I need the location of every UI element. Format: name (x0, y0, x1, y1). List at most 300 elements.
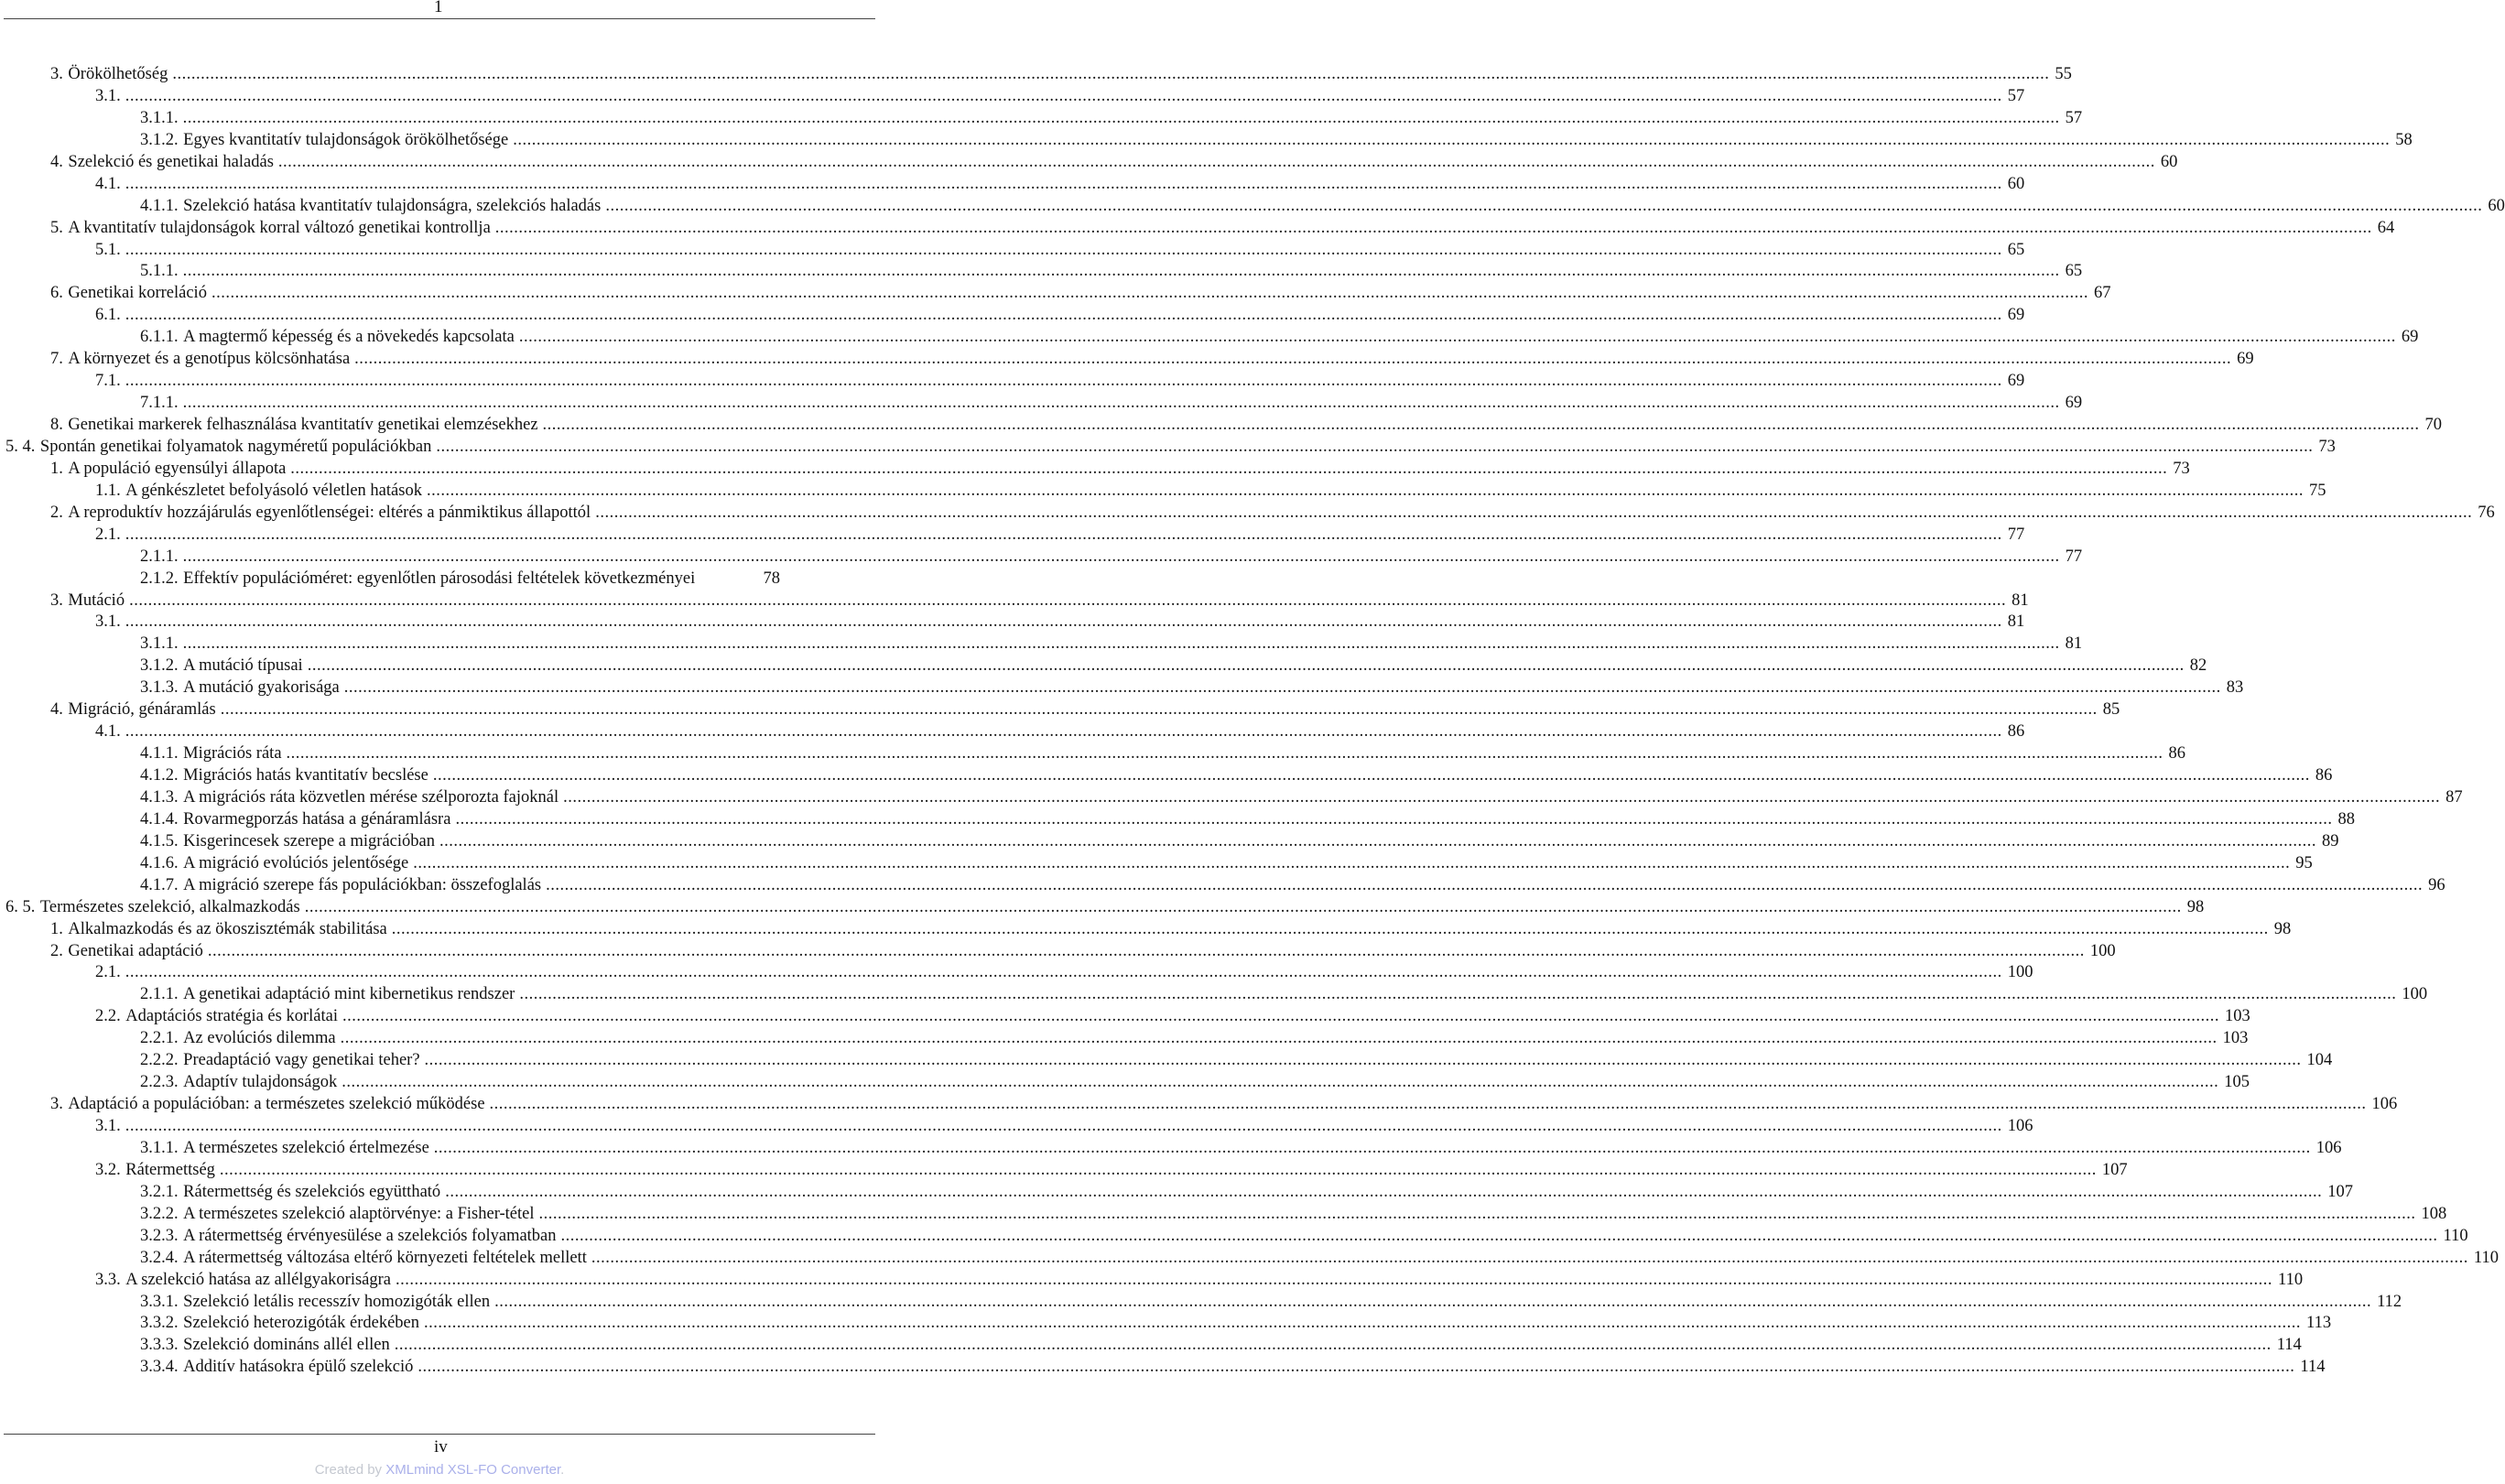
toc-entry-label (5, 897, 300, 919)
toc-entry[interactable] (0, 481, 2326, 503)
toc-leader-dots: ................................................................................................................................................................................................................................................................................................................................................................................................................ (286, 744, 2163, 764)
toc-entry-label (140, 261, 179, 283)
toc-entry-title: Mutáció (68, 590, 125, 610)
toc-entry[interactable] (0, 699, 2120, 721)
toc-entry-label (95, 612, 121, 634)
toc-entry-number: 4. (50, 700, 63, 720)
toc-leader-dots: ................................................................................................................................................................................................................................................................................................................................................................................................................ (542, 416, 2420, 434)
toc-entry-title: Szelekció domináns allél ellen (183, 1336, 390, 1355)
toc-entry[interactable] (0, 218, 2395, 240)
toc-entry-number: 3.3.2. (140, 1314, 179, 1333)
toc-entry-title: Az evolúciós dilemma (183, 1029, 336, 1048)
toc-entry-number: 7. (50, 350, 63, 369)
toc-entry-label (140, 831, 435, 853)
toc-entry-label (50, 919, 387, 941)
toc-entry[interactable] (0, 459, 2190, 481)
toc-entry-page: 89 (2321, 831, 2339, 850)
toc-leader-dots: ................................................................................................................................................................................................................................................................................................................................................................................................................ (396, 1270, 2272, 1289)
toc-leader-dots: ................................................................................................................................................................................................................................................................................................................................................................................................................ (445, 1182, 2323, 1201)
toc-entry-label (140, 677, 340, 699)
toc-entry-label (140, 1204, 535, 1226)
header-rule (4, 18, 875, 19)
toc-leader-dots: ................................................................................................................................................................................................................................................................................................................................................................................................................ (182, 394, 2060, 413)
toc-entry-title: Szelekció hatása kvantitatív tulajdonságra, szelekciós haladás (183, 196, 602, 215)
toc-entry-title: Örökölhetőség (68, 65, 168, 83)
toc-entry-title: Kisgerincesek szerepe a migrációban (183, 831, 435, 850)
toc-entry-page: 82 (2189, 656, 2207, 676)
toc-leader-dots: ................................................................................................................................................................................................................................................................................................................................................................................................................ (182, 108, 2060, 127)
toc-entry-number: 5. 4. (5, 437, 36, 456)
toc-entry-page: 60 (2160, 152, 2178, 171)
toc-entry-title: Szelekció letális recesszív homozigóták ellen (183, 1292, 491, 1311)
toc-entry-title: A rátermettség változása eltérő környezeti feltételek mellett (183, 1248, 587, 1267)
toc-entry-number: 3.1.3. (140, 678, 179, 698)
toc-entry-page: 110 (2473, 1248, 2499, 1267)
toc-entry-number: 2.1.1. (140, 547, 179, 566)
toc-entry-page: 76 (2478, 503, 2495, 522)
toc-leader-dots: ................................................................................................................................................................................................................................................................................................................................................................................................................ (518, 328, 2396, 347)
toc-entry-page: 107 (2327, 1182, 2353, 1201)
toc-entry[interactable] (0, 437, 2336, 459)
toc-leader-dots: ................................................................................................................................................................................................................................................................................................................................................................................................................ (513, 130, 2391, 149)
toc-entry-number: 3.1. (95, 86, 121, 105)
toc-entry-page: 108 (2421, 1204, 2447, 1223)
toc-entry-label (140, 1050, 420, 1072)
toc-entry-number: 2.2. (95, 1007, 121, 1026)
toc-leader-dots: ................................................................................................................................................................................................................................................................................................................................................................................................................ (182, 634, 2060, 654)
toc-entry-label (140, 1313, 419, 1335)
toc-leader-dots: ................................................................................................................................................................................................................................................................................................................................................................................................................ (426, 481, 2304, 500)
toc-entry[interactable] (0, 86, 2025, 108)
toc-leader-dots: ................................................................................................................................................................................................................................................................................................................................................................................................................ (220, 700, 2098, 720)
toc-entry[interactable] (0, 875, 2445, 897)
toc-entry-title: Adaptív tulajdonságok (183, 1073, 338, 1092)
toc-entry-page: 69 (2007, 372, 2025, 391)
toc-entry-number: 2.2.1. (140, 1029, 179, 1048)
toc-entry[interactable] (0, 897, 2205, 919)
toc-entry-number: 6. 5. (5, 897, 36, 916)
toc-entry[interactable] (0, 1006, 2250, 1028)
toc-entry-title: Preadaptáció vagy genetikai teher? (183, 1051, 420, 1070)
toc-entry-label (140, 569, 695, 590)
toc-entry-number: 2.2.3. (140, 1073, 179, 1092)
toc-entry-title: Genetikai korreláció (68, 284, 207, 303)
toc-leader-dots: ................................................................................................................................................................................................................................................................................................................................................................................................................ (125, 525, 2002, 544)
toc-entry-title: Rátermettség (125, 1160, 215, 1179)
toc-entry[interactable] (0, 393, 2083, 415)
toc-entry-number: 3.1.1. (140, 634, 179, 654)
toc-entry-label (50, 64, 168, 86)
toc-entry[interactable] (0, 1138, 2342, 1160)
toc-entry-number: 6. (50, 284, 63, 303)
toc-entry-number: 3.2.3. (140, 1226, 179, 1245)
toc-entry[interactable] (0, 831, 2339, 853)
toc-leader-dots: ................................................................................................................................................................................................................................................................................................................................................................................................................ (494, 218, 2372, 237)
toc-entry-label (50, 349, 350, 371)
toc-entry[interactable] (0, 525, 2025, 547)
toc-entry[interactable] (0, 1226, 2468, 1248)
toc-entry-title: Migráció, génáramlás (68, 700, 216, 720)
toc-entry-label (50, 218, 491, 240)
toc-entry-title: Szelekció és genetikai haladás (68, 152, 274, 171)
toc-leader-dots: ................................................................................................................................................................................................................................................................................................................................................................................................................ (538, 1204, 2416, 1223)
toc-entry-page: 100 (2089, 941, 2116, 960)
toc-entry-page: 106 (2371, 1095, 2398, 1114)
toc-entry[interactable] (0, 152, 2178, 174)
toc-entry-label (140, 1357, 413, 1379)
toc-entry[interactable] (0, 1094, 2398, 1116)
toc-entry-label (140, 1248, 587, 1270)
toc-entry-title: A populáció egyensúlyi állapota (68, 459, 287, 478)
toc-entry[interactable] (0, 196, 2505, 218)
toc-entry[interactable] (0, 1160, 2128, 1182)
toc-entry-page: 81 (2012, 590, 2029, 610)
toc-leader-dots: ................................................................................................................................................................................................................................................................................................................................................................................................................ (125, 240, 2002, 259)
toc-leader-dots: ................................................................................................................................................................................................................................................................................................................................................................................................................ (394, 1336, 2272, 1355)
toc-entry-label (140, 984, 515, 1006)
toc-entry-page: 77 (2065, 547, 2083, 566)
toc-entry-page: 112 (2377, 1292, 2402, 1311)
toc-leader-dots: ................................................................................................................................................................................................................................................................................................................................................................................................................ (424, 1051, 2302, 1070)
toc-entry-page: 65 (2007, 240, 2025, 259)
toc-entry-label (95, 174, 121, 196)
toc-entry-label (95, 86, 121, 108)
toc-entry[interactable] (0, 743, 2186, 765)
toc-entry-label (140, 765, 428, 787)
toc-entry[interactable] (0, 108, 2083, 130)
toc-entry[interactable] (0, 721, 2025, 743)
toc-entry-page: 106 (2007, 1117, 2033, 1135)
toc-entry-label (95, 240, 121, 262)
toc-leader-dots: ................................................................................................................................................................................................................................................................................................................................................................................................................ (418, 1358, 2295, 1377)
toc-leader-dots: ................................................................................................................................................................................................................................................................................................................................................................................................................ (304, 897, 2182, 916)
toc-leader-dots: ................................................................................................................................................................................................................................................................................................................................................................................................................ (519, 985, 2397, 1004)
toc-leader-dots: ................................................................................................................................................................................................................................................................................................................................................................................................................ (432, 766, 2310, 785)
toc-entry[interactable] (0, 1357, 2326, 1379)
toc-entry-page: 85 (2102, 700, 2120, 720)
footer-page-number: iv (434, 1437, 448, 1457)
toc-entry-page: 110 (2278, 1270, 2304, 1289)
toc-entry-number: 3.1.2. (140, 656, 179, 676)
toc-entry-number: 3.3.1. (140, 1292, 179, 1311)
toc-entry-number: 8. (50, 416, 63, 434)
toc-leader-dots: ................................................................................................................................................................................................................................................................................................................................................................................................................ (307, 656, 2185, 676)
toc-entry-title: A mutáció gyakorisága (183, 678, 340, 698)
toc-entry[interactable] (0, 765, 2333, 787)
toc-entry-label (140, 1138, 429, 1160)
toc-entry-number: 1. (50, 919, 63, 938)
toc-entry-label (140, 809, 450, 831)
toc-entry-title: A rátermettség érvényesülése a szelekciós folyamatban (183, 1226, 557, 1245)
toc-entry-number: 6.1. (95, 306, 121, 325)
toc-entry[interactable] (0, 941, 2116, 963)
toc-leader-dots: ................................................................................................................................................................................................................................................................................................................................................................................................................ (343, 678, 2221, 698)
toc-entry-page: 106 (2315, 1138, 2342, 1157)
toc-entry-title: A reproduktív hozzájárulás egyenlőtlenségei: eltérés a pánmiktikus állapottól (68, 503, 591, 522)
toc-entry-title: A magtermő képesség és a növekedés kapcsolata (183, 328, 515, 347)
toc-entry-number: 1. (50, 459, 63, 478)
toc-leader-dots: ................................................................................................................................................................................................................................................................................................................................................................................................................ (494, 1292, 2372, 1311)
toc-leader-dots: ................................................................................................................................................................................................................................................................................................................................................................................................................ (489, 1095, 2367, 1114)
toc-entry-title: A genetikai adaptáció mint kibernetikus rendszer (183, 985, 515, 1004)
toc-entry[interactable] (0, 787, 2463, 809)
toc-entry[interactable] (0, 809, 2355, 831)
toc-leader-dots: ................................................................................................................................................................................................................................................................................................................................................................................................................ (546, 875, 2424, 894)
toc-entry-title: Természetes szelekció, alkalmazkodás (39, 897, 300, 916)
toc-entry[interactable] (0, 547, 2083, 569)
toc-entry-page: 110 (2443, 1226, 2468, 1245)
toc-entry-page: 78 (763, 569, 780, 588)
toc-entry-label (140, 655, 303, 677)
toc-leader-dots: ................................................................................................................................................................................................................................................................................................................................................................................................................ (605, 196, 2483, 215)
toc-entry-page: 114 (2300, 1358, 2326, 1377)
toc-entry-label (140, 108, 179, 130)
toc-entry[interactable] (0, 1182, 2353, 1204)
toc-leader-dots: ................................................................................................................................................................................................................................................................................................................................................................................................................ (340, 1029, 2218, 1048)
toc-entry-number: 3. (50, 590, 63, 610)
toc-leader-dots: ................................................................................................................................................................................................................................................................................................................................................................................................................ (211, 284, 2088, 303)
toc-entry-title: A mutáció típusai (183, 656, 303, 676)
toc-entry-page: 86 (2315, 766, 2333, 785)
toc-entry[interactable] (0, 677, 2244, 699)
toc-entry[interactable] (0, 371, 2025, 393)
toc-entry-label (50, 503, 591, 525)
toc-entry-label (140, 853, 408, 875)
toc-entry[interactable] (0, 1116, 2033, 1138)
toc-entry-title: Adaptáció a populációban: a természetes szelekció működése (68, 1095, 485, 1114)
toc-entry-page: 70 (2424, 416, 2443, 434)
toc-entry[interactable] (0, 327, 2419, 349)
toc-entry-page: 81 (2007, 612, 2025, 632)
toc-entry[interactable] (0, 590, 2029, 612)
toc-entry-page: 95 (2295, 853, 2313, 872)
toc-entry[interactable] (0, 349, 2254, 371)
toc-entry-page: 88 (2337, 809, 2355, 829)
toc-entry-page: 114 (2276, 1336, 2302, 1355)
toc-entry-title: A migráció evolúciós jelentősége (183, 853, 409, 872)
toc-entry-number: 5.1. (95, 240, 121, 259)
toc-entry-label (95, 1160, 215, 1182)
toc-entry-label (50, 415, 538, 437)
toc-entry-page: 83 (2226, 678, 2244, 698)
watermark-brand-link[interactable]: XMLmind XSL-FO Converter (385, 1462, 561, 1478)
toc-entry[interactable] (0, 1248, 2499, 1270)
toc-entry-number: 3.1. (95, 1117, 121, 1135)
toc-entry-page: 69 (2237, 350, 2254, 369)
toc-entry-title: A természetes szelekció alaptörvénye: a Fisher-tétel (183, 1204, 535, 1223)
toc-entry-page: 69 (2007, 306, 2025, 325)
toc-entry-page: 103 (2222, 1029, 2249, 1048)
toc-entry-title: Rovarmegporzás hatása a génáramlásra (183, 809, 451, 829)
toc-entry[interactable] (0, 962, 2033, 984)
toc-entry[interactable] (0, 1335, 2302, 1357)
toc-entry-number: 3.3. (95, 1270, 121, 1289)
toc-entry-title: A környezet és a genotípus kölcsönhatása (68, 350, 351, 369)
toc-leader-dots: ................................................................................................................................................................................................................................................................................................................................................................................................................ (207, 941, 2085, 960)
toc-entry-page: 81 (2065, 634, 2083, 654)
toc-entry-label (95, 1006, 338, 1028)
toc-entry-number: 2.1.2. (140, 569, 179, 588)
watermark-suffix: . (560, 1462, 565, 1478)
toc-entry-page: 69 (2401, 328, 2419, 347)
toc-leader-dots: ................................................................................................................................................................................................................................................................................................................................................................................................................ (182, 547, 2060, 566)
toc-leader-dots: ................................................................................................................................................................................................................................................................................................................................................................................................................ (560, 1226, 2438, 1245)
toc-entry-page: 86 (2168, 744, 2186, 764)
toc-entry-number: 5. (50, 218, 63, 237)
toc-leader-dots: ................................................................................................................................................................................................................................................................................................................................................................................................................ (342, 1007, 2219, 1026)
toc-entry-title: A szelekció hatása az allélgyakoriságra (125, 1270, 391, 1289)
watermark-prefix: Created by (314, 1462, 386, 1478)
toc-leader-dots: ................................................................................................................................................................................................................................................................................................................................................................................................................ (125, 174, 2002, 193)
toc-entry-page: 98 (2273, 919, 2292, 938)
toc-entry-number: 4.1. (95, 174, 121, 193)
toc-entry[interactable] (0, 305, 2025, 327)
toc-entry-title: A természetes szelekció értelmezése (183, 1138, 429, 1157)
toc-entry-label (50, 590, 125, 612)
toc-entry-number: 3.1.1. (140, 1138, 179, 1157)
toc-entry-number: 4.1.6. (140, 853, 179, 872)
toc-entry[interactable] (0, 634, 2083, 655)
toc-entry-title: Alkalmazkodás és az ökoszisztémák stabilitása (68, 919, 387, 938)
toc-entry-label (50, 699, 216, 721)
toc-leader-dots: ................................................................................................................................................................................................................................................................................................................................................................................................................ (391, 919, 2269, 938)
toc-entry[interactable] (0, 984, 2428, 1006)
toc-entry-number: 3.2.2. (140, 1204, 179, 1223)
toc-entry[interactable] (0, 415, 2443, 437)
toc-entry-label (50, 1094, 485, 1116)
toc-entry-number: 2. (50, 941, 63, 960)
toc-entry-page: 96 (2428, 875, 2445, 894)
toc-entry[interactable] (0, 612, 2025, 634)
toc-entry-title: Migrációs ráta (183, 744, 282, 764)
toc-leader-dots: ................................................................................................................................................................................................................................................................................................................................................................................................................ (125, 86, 2002, 105)
toc-entry[interactable] (0, 174, 2025, 196)
toc-entry-page: 98 (2186, 897, 2205, 916)
toc-leader-dots: ................................................................................................................................................................................................................................................................................................................................................................................................................ (182, 262, 2060, 281)
toc-entry-number: 4. (50, 152, 63, 171)
toc-entry[interactable] (0, 130, 2413, 152)
toc-entry-title: Rátermettség és szelekciós együttható (183, 1182, 441, 1201)
toc-entry-page: 60 (2488, 196, 2505, 215)
toc-entry[interactable] (0, 261, 2083, 283)
toc-entry[interactable] (0, 64, 2072, 86)
toc-entry-label (140, 1226, 557, 1248)
toc-entry[interactable] (0, 1292, 2402, 1314)
toc-entry-number: 4.1.1. (140, 744, 179, 764)
toc-entry-label (5, 437, 431, 459)
toc-entry-title: A génkészletet befolyásoló véletlen hatások (125, 481, 422, 500)
toc-entry[interactable] (0, 1072, 2250, 1094)
toc-entry-number: 2.1. (95, 525, 121, 544)
toc-leader-dots: ................................................................................................................................................................................................................................................................................................................................................................................................................ (129, 590, 2007, 610)
toc-entry-page: 64 (2377, 218, 2395, 237)
toc-entry-label (140, 1292, 490, 1314)
toc-entry[interactable] (0, 240, 2025, 262)
toc-entry[interactable] (0, 1313, 2332, 1335)
toc-entry[interactable] (0, 503, 2495, 525)
toc-entry-label (95, 721, 121, 743)
toc-leader-dots: ................................................................................................................................................................................................................................................................................................................................................................................................................ (219, 1160, 2097, 1179)
toc-entry-label (140, 787, 558, 809)
toc-entry-title: Egyes kvantitatív tulajdonságok örökölhetősége (183, 130, 509, 149)
toc-entry-number: 6.1.1. (140, 328, 179, 347)
toc-entry-number: 3.1.2. (140, 130, 179, 149)
toc-entry[interactable] (0, 919, 2292, 941)
toc-entry-number: 2.2.2. (140, 1051, 179, 1070)
toc-leader-dots: ................................................................................................................................................................................................................................................................................................................................................................................................................ (591, 1248, 2468, 1267)
toc-entry-label (140, 634, 179, 655)
toc-entry-label (95, 371, 121, 393)
toc-entry-label (50, 459, 286, 481)
toc-entry-number: 4.1.1. (140, 196, 179, 215)
toc-entry[interactable] (0, 1028, 2249, 1050)
toc-entry-number: 3. (50, 1095, 63, 1114)
toc-entry-number: 3.2.1. (140, 1182, 179, 1201)
toc-entry-label (95, 962, 121, 984)
toc-entry-title: Szelekció heterozigóták érdekében (183, 1314, 420, 1333)
toc-entry-label (140, 393, 179, 415)
toc-entry-page: 100 (2007, 963, 2033, 982)
toc-entry[interactable] (0, 283, 2111, 305)
toc-entry-number: 2. (50, 503, 63, 522)
toc-entry-title: Effektív populációméret: egyenlőtlen párosodási feltételek következményei (183, 569, 696, 588)
toc-entry[interactable] (0, 1270, 2304, 1292)
toc-leader-dots: ................................................................................................................................................................................................................................................................................................................................................................................................................ (125, 1117, 2002, 1135)
toc-entry-label (50, 152, 274, 174)
toc-entry-number: 3.1.1. (140, 108, 179, 127)
toc-entry-label (140, 1028, 336, 1050)
toc-entry-title: Additív hatásokra épülő szelekció (183, 1358, 414, 1377)
toc-leader-dots: ................................................................................................................................................................................................................................................................................................................................................................................................................ (455, 809, 2333, 829)
toc-leader-dots: ................................................................................................................................................................................................................................................................................................................................................................................................................ (563, 787, 2441, 807)
toc-leader-dots: ................................................................................................................................................................................................................................................................................................................................................................................................................ (172, 65, 2050, 83)
toc-entry-title: Adaptációs stratégia és korlátai (125, 1007, 338, 1026)
toc-entry-number: 4.1.2. (140, 766, 179, 785)
toc-entry-number: 4.1.4. (140, 809, 179, 829)
toc-entry-page: 57 (2007, 86, 2025, 105)
toc-entry-label (95, 1270, 391, 1292)
toc-entry-label (95, 1116, 121, 1138)
toc-entry-page: 60 (2007, 174, 2025, 193)
toc-entry-page: 73 (2173, 459, 2190, 478)
toc-entry-number: 4.1.3. (140, 787, 179, 807)
watermark (0, 1462, 879, 1478)
toc-entry-page: 67 (2093, 284, 2111, 303)
toc-entry[interactable] (0, 1204, 2447, 1226)
toc-entry-page: 104 (2306, 1051, 2333, 1070)
toc-entry[interactable] (0, 853, 2313, 875)
toc-leader-dots: ................................................................................................................................................................................................................................................................................................................................................................................................................ (125, 963, 2002, 982)
toc-entry-title: A kvantitatív tulajdonságok korral változó genetikai kontrollja (68, 218, 491, 237)
toc-leader-dots: ................................................................................................................................................................................................................................................................................................................................................................................................................ (436, 437, 2314, 456)
toc-entry-number: 2.1. (95, 963, 121, 982)
toc-entry[interactable] (0, 655, 2207, 677)
toc-entry-number: 4.1.5. (140, 831, 179, 850)
toc-entry-page: 69 (2065, 394, 2083, 413)
toc-entry[interactable] (0, 569, 879, 590)
toc-entry-number: 3.3.3. (140, 1336, 179, 1355)
toc-leader-dots: ................................................................................................................................................................................................................................................................................................................................................................................................................ (595, 503, 2473, 522)
toc-leader-dots: ................................................................................................................................................................................................................................................................................................................................................................................................................ (424, 1314, 2302, 1333)
toc-leader-dots: ................................................................................................................................................................................................................................................................................................................................................................................................................ (125, 722, 2002, 742)
toc-entry-title: A migráció szerepe fás populációkban: összefoglalás (183, 875, 542, 894)
toc-entry-label (95, 305, 121, 327)
toc-entry-number: 5.1.1. (140, 262, 179, 281)
toc-entry[interactable] (0, 1050, 2333, 1072)
toc-entry-number: 3. (50, 65, 63, 83)
toc-entry-number: 3.3.4. (140, 1358, 179, 1377)
toc-entry-title: Spontán genetikai folyamatok nagyméretű populációkban (39, 437, 432, 456)
